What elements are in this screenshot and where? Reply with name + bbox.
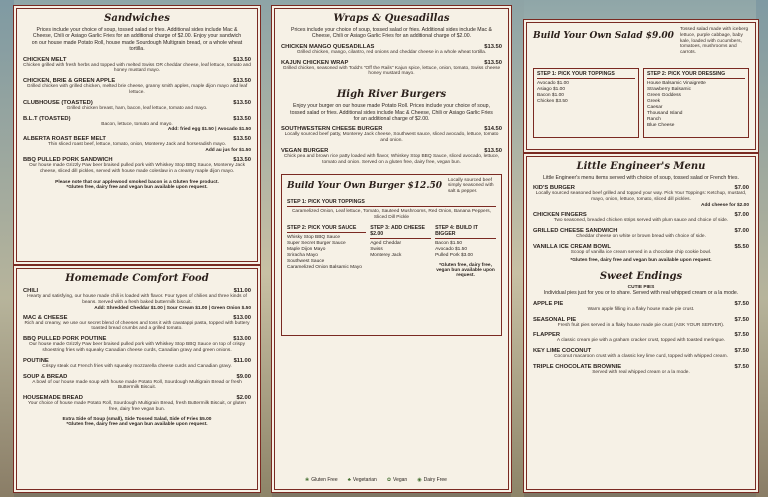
legend-item — [305, 477, 338, 483]
wrap-item — [281, 60, 502, 78]
kids-item-addon: Add cheese for $2.00 — [701, 203, 749, 208]
sandwich-item — [23, 100, 251, 112]
kids-item-desc: Locally sourced seasoned beef grilled and topped your way. Pick Your Toppings: Ketchup, mustard, mayo, onion, lettuce, tomato, sliced dill pickles. — [535, 191, 747, 203]
mountain-background-left — [0, 0, 14, 497]
comfort-item-price: $9.00 — [236, 373, 251, 380]
kids-item-price: $7.00 — [734, 185, 749, 192]
kids-bun-note: *Gluten free, dairy free and vegan bun available upon request. — [570, 258, 712, 264]
kids-item-name: VANILLA ICE CREAM BOWL — [533, 243, 611, 250]
kids-title: Little Engineer's Menu — [576, 161, 706, 172]
salad-topping-option: Bacon $1.00 — [537, 92, 564, 98]
sweet-item-price: $7.50 — [734, 300, 749, 307]
vegan-icon: ✿ — [386, 477, 392, 483]
sandwich-item — [23, 78, 251, 96]
sweet-item-desc: A classic cream pie with a graham cracker crust, topped with toasted meringue. — [556, 338, 726, 344]
salad-topping-option: Chicken $3.50 — [537, 98, 568, 104]
burger-bun-note: *Gluten free, dairy free, vegan bun available upon request. — [436, 262, 495, 278]
byo-burger-desc: Locally sourced beef simply seasoned with salt & pepper. — [447, 177, 494, 195]
wrap-item-name: KAJUN CHICKEN WRAP — [281, 59, 349, 66]
comfort-panel — [16, 268, 258, 490]
comfort-item-price: $2.00 — [236, 395, 251, 402]
comfort-item — [23, 395, 251, 413]
comfort-item-price: $13.00 — [233, 314, 251, 321]
kids-item — [533, 212, 749, 224]
sweet-item-desc: Coconut macaroon crust with a classic key lime curd, topped with whipped cream. — [554, 354, 728, 360]
burger-item — [281, 148, 502, 166]
burger-step1-list: Caramelized Onion, Leaf lettuce, Tomato, Sauteed Mushrooms, Red Onion, Banana Peppers, Sliced Dill Pickle — [291, 209, 492, 220]
comfort-item-name: BBQ PULLED PORK POUTINE — [23, 336, 107, 343]
burger-item-desc: Locally sourced beef patty, Monterey Jack cheese, Southwest sauce, sliced avocado, lettuce, tomato and onion. — [284, 132, 499, 144]
kids-item-name: CHICKEN FINGERS — [533, 212, 587, 218]
burger-step1-heading: STEP 1: PICK YOUR TOPPINGS — [287, 199, 496, 207]
salad-dressing-option: Thousand Island — [647, 110, 683, 116]
sandwich-item-desc: Thin sliced roast beef, lettuce, tomato, onion, Monterey Jack and horseradish mayo. — [47, 142, 227, 148]
comfort-item — [23, 336, 251, 354]
burger-item-price: $13.50 — [484, 148, 502, 155]
burger-sauce-option: Maple Dijon Mayo — [287, 246, 326, 252]
burger-sauce-option: Caramelized Onion Balsamic Mayo — [287, 264, 362, 270]
bacon-note: Please note that our applewood smoked bacon is a Gluten free product. — [55, 179, 219, 185]
wrap-item-desc: Grilled chicken, seasoned with Todd's "Off the Rails" Kajun spice, lettuce, onion, tomato, Swiss cheese honey mustard mayo. — [282, 65, 501, 77]
sandwich-item-price: $13.50 — [233, 136, 251, 143]
salad-step1-heading: STEP 1: PICK YOUR TOPPINGS — [537, 71, 635, 79]
sweet-item-price: $7.50 — [734, 363, 749, 370]
legend-label: Dairy Free — [423, 477, 447, 483]
burger-addon-option: Avocado $1.50 — [435, 246, 468, 252]
sweet-item-name: TRIPLE CHOCOLATE BROWNIE — [533, 363, 622, 370]
sandwiches-intro: Prices include your choice of soup, tossed salad or fries. Additional sides include Mac & Cheese, Chili or Asiago Garlic Fries for an additional charge of $2.00. Enjoy your sandwich on our house made Potato Roll, house made Sourdough Multigrain bread, or a whole wheat tortilla. — [31, 27, 243, 53]
burger-sauce-option: Sriracha Mayo — [287, 252, 318, 258]
comfort-item-name: CHILI — [23, 288, 39, 294]
sweets-title: Sweet Endings — [599, 271, 683, 283]
sweet-item — [533, 301, 749, 313]
sweet-item-name: FLAPPER — [533, 332, 561, 339]
sandwich-item-price: $13.50 — [233, 78, 251, 85]
salad-dressing-option: Greek — [647, 98, 661, 104]
sweet-item-desc: Served with real whipped cream or a la mode. — [592, 369, 690, 375]
sandwich-item-price: $13.50 — [233, 157, 251, 164]
wrap-item — [281, 44, 502, 56]
salad-desc: Tossed salad made with iceberg lettuce, purple cabbage, baby kale, loaded with cucumbers, tomatoes, mushrooms and carrots. — [679, 27, 749, 56]
sandwich-item-desc: Grilled chicken with grilled chicken, melted brie cheese, granny smith apples, maple dijon mayo and leaf lettuce. — [26, 84, 248, 96]
sweet-item — [533, 348, 749, 360]
burger-addon-option: Bacon $1.50 — [435, 240, 463, 246]
kids-intro: Little Engineer's menu items served with choice of soup, tossed salad or French fries. — [543, 175, 739, 181]
sandwich-item-name: CHICKEN, BRIE & GREEN APPLE — [23, 78, 116, 85]
comfort-item-name: SOUP & BREAD — [23, 373, 68, 380]
salad-dressing-option: Strawberry Balsamic — [647, 86, 691, 92]
sandwich-item-name: B.L.T (TOASTED) — [23, 115, 71, 122]
burger-step2-heading: STEP 2: PICK YOUR SAUCE — [287, 225, 366, 233]
wraps-intro: Prices include your choice of soup, tossed salad or fries. Additional sides include Mac & Cheese, Chili or Asiago Garlic Fries for an additional charge of $2.00. — [291, 27, 492, 40]
sandwich-item-name: CLUBHOUSE (TOASTED) — [23, 99, 93, 106]
comfort-item-name: MAC & CHEESE — [23, 314, 68, 321]
sandwich-item-name: CHICKEN MELT — [23, 56, 67, 63]
salad-dressing-option: Blue Cheese — [647, 122, 675, 128]
sandwich-item — [23, 157, 251, 175]
bun-note: *Gluten free, dairy free and vegan bun available upon request. — [66, 184, 208, 190]
legend-item — [417, 477, 447, 483]
sandwich-item-addon: Add: fried egg $1.50 | Avocado $1.50 — [167, 127, 251, 133]
comfort-item-desc: Your choice of house made Potato Roll, Sourdough Multigrain Bread, fresh Buttermilk Biscuit, or gluten free, dairy free vegan bun. — [28, 401, 246, 412]
kids-item-price: $7.00 — [734, 227, 749, 234]
sweet-item-name: APPLE PIE — [533, 300, 564, 307]
salad-dressing-option: Green Goddess — [647, 92, 681, 98]
comfort-title: Homemade Comfort Food — [65, 273, 209, 284]
sweet-item — [533, 364, 749, 376]
kids-item-name: KID'S BURGER — [533, 185, 575, 192]
sandwich-item-desc: Chicken grilled with fresh herbs and topped with melted Swiss OR cheddar cheese, leaf lettuce, tomato and honey mustard mayo. — [23, 62, 251, 74]
legend-item — [387, 477, 407, 483]
diet-legend — [305, 477, 447, 483]
sweet-item-price: $7.50 — [734, 332, 749, 339]
comfort-item-name: HOUSEMADE BREAD — [23, 395, 83, 402]
mountain-background-mid — [260, 0, 272, 497]
sandwich-item-addon: Add au jus for $1.50 — [205, 148, 251, 154]
wrap-item-price: $13.50 — [484, 43, 502, 50]
comfort-item-desc: Crispy steak cut French fries with squeaky mozzarella cheese curds and Canadian gravy. — [42, 363, 232, 369]
comfort-bun-note: *Gluten free, dairy free and vegan bun available upon request. — [66, 421, 208, 427]
sweets-intro: Individual pies just for you or to share. Served with real whipped cream or a la mode. — [543, 290, 739, 297]
kids-item-price: $7.00 — [734, 212, 749, 218]
comfort-item-price: $13.00 — [233, 336, 251, 343]
comfort-item — [23, 358, 251, 370]
sandwich-item-price: $13.50 — [233, 56, 251, 63]
sandwich-item-desc: Our house made Grizzly Paw beer braised pulled pork with Whiskey Stop BBQ Sauce, Monterey Jack cheese, sliced dill pickles, served with house made coleslaw in a creamy maple dijon mayo. — [29, 163, 245, 174]
kids-item — [533, 185, 749, 208]
comfort-item — [23, 374, 251, 392]
sweet-item-desc: Warm apple filling in a flaky house made pie crust. — [587, 306, 695, 312]
comfort-item — [23, 288, 251, 311]
mountain-background-mid2 — [511, 0, 524, 497]
burger-cheese-option: Swiss — [370, 246, 383, 252]
sandwich-item — [23, 136, 251, 153]
byo-burger-title: Build Your Own Burger $12.50 — [287, 181, 442, 192]
wrap-item-desc: Grilled chicken, mango, cilantro, red onions and cheddar cheese in a whole wheat tortilla. — [296, 49, 487, 55]
gluten-free-icon: ❀ — [305, 477, 310, 483]
comfort-item-price: $11.00 — [233, 288, 251, 294]
comfort-item-desc: Our house made Grizzly Paw beer braised pulled pork with Whiskey Stop BBQ Sauce on top of crispy shoestring fries with squeaky Canadian cheese curds, Canadian gravy and green onions. — [29, 342, 245, 353]
kids-item — [533, 228, 749, 240]
burger-item-desc: Chick pea and brown rice patty loaded with flavor, Whiskey Stop BBQ Sauce, sliced avocado, lettuce, tomato and onion. Served on a gluten free, dairy free, vegan bun. — [283, 154, 500, 165]
sandwich-item — [23, 116, 251, 133]
legend-label: Vegetarian — [352, 477, 377, 483]
salad-topping-option: Avocado $1.00 — [537, 80, 569, 86]
byo-burger-box — [281, 174, 502, 336]
kids-item-desc: Scoop of vanilla ice cream served in a chocolate chip cookie bowl. — [570, 249, 712, 255]
burger-item-price: $14.50 — [484, 126, 502, 133]
sweet-item-name: KEY LIME COCONUT — [533, 348, 592, 355]
sandwich-item-price: $13.50 — [233, 115, 251, 122]
comfort-item-name: POUTINE — [23, 357, 49, 364]
right-lower-panel — [526, 156, 756, 490]
extra-side-note: Extra Side of Soup (small), Side Tossed Salad, Side of Fries $5.00 — [62, 416, 212, 422]
sweet-item-price: $7.50 — [734, 348, 749, 355]
kids-item-price: $5.50 — [734, 243, 749, 250]
sweet-item-name: SEASONAL PIE — [533, 316, 577, 323]
middle-panel — [274, 8, 509, 490]
burger-sauce-option: Southwest Sauce — [287, 258, 325, 264]
salad-topping-option: Asiago $1.00 — [537, 86, 566, 92]
kids-item-desc: Cheddar cheese on white or brown bread with choice of side. — [576, 233, 706, 239]
burgers-intro: Enjoy your burger on our house made Potato Roll. Prices include your choice of soup, tossed salad or fries. Additional sides include Mac & Cheese, Chili or Asiago Garlic Fries for an additional charge of $2.00. — [290, 103, 493, 123]
legend-label: Vegan — [393, 477, 408, 483]
wraps-title: Wraps & Quesadillas — [333, 13, 450, 24]
kids-item — [533, 244, 749, 256]
sweet-item — [533, 317, 749, 329]
sandwiches-title: Sandwiches — [104, 13, 170, 24]
comfort-item-price: $11.00 — [233, 357, 251, 364]
burger-step4-heading: STEP 4: BUILD IT BIGGER — [435, 225, 496, 239]
comfort-item — [23, 315, 251, 333]
burger-item — [281, 126, 502, 144]
burger-sauce-option: Super Secret Burger Sauce — [287, 240, 346, 246]
salad-panel — [526, 22, 756, 150]
salad-step2-heading: STEP 2: PICK YOUR DRESSING — [647, 71, 745, 79]
sandwich-item-desc: Grilled chicken breast, ham, bacon, leaf lettuce, tomato and mayo. — [66, 105, 208, 111]
salad-title: Build Your Own Salad $9.00 — [533, 31, 674, 41]
salad-dressing-option: Ranch — [647, 116, 661, 122]
kids-item-desc: Two seasoned, breaded chicken strips served with plum sauce and choice of side. — [553, 218, 729, 223]
sandwiches-panel — [16, 8, 258, 262]
vegetarian-icon: ♣ — [347, 477, 351, 483]
burger-item-name: SOUTHWESTERN CHEESE BURGER — [281, 126, 383, 133]
sweet-item-desc: Fresh fruit pies served in a flaky house made pie crust (ASK YOUR SERVER). — [557, 322, 725, 328]
comfort-item-addon: Add: Shredded Cheddar $1.00 | Sour Cream $1.00 | Green Onion $.50 — [94, 305, 251, 311]
salad-dressing-option: Caesar — [647, 104, 663, 110]
wrap-item-name: CHICKEN MANGO QUESADILLAS — [281, 43, 375, 50]
sandwich-item-name: ALBERTA ROAST BEEF MELT — [23, 136, 106, 143]
sandwich-item-name: BBQ PULLED PORK SANDWICH — [23, 157, 113, 164]
kids-item-name: GRILLED CHEESE SANDWICH — [533, 227, 618, 234]
sweet-item-price: $7.50 — [734, 316, 749, 323]
burger-cheese-option: Monterey Jack — [370, 252, 402, 258]
wrap-item-price: $13.50 — [484, 59, 502, 66]
comfort-item-desc: A bowl of our house made soup with house made Potato Roll, Sourdough Multigrain Bread or fresh Buttermilk Biscuit. — [32, 379, 242, 391]
mountain-background-right — [756, 0, 768, 497]
legend-item — [348, 477, 377, 483]
sandwich-item — [23, 57, 251, 75]
dairy-free-icon: ◉ — [417, 477, 422, 483]
comfort-item-desc: Hearty and satisfying, our house made chili is loaded with flavor. Four types of chilies and three kinds of beans. Served with a fresh baked buttermilk biscuit. — [27, 294, 247, 305]
legend-label: Gluten Free — [311, 477, 338, 483]
comfort-item-desc: Rich and creamy, we use our secret blend of cheeses and toss it with cavatappi pasta, topped with buttery toasted bread crumbs and a grilled tomato. — [24, 320, 250, 332]
sandwich-item-desc: Bacon, lettuce, tomato and mayo. — [101, 121, 173, 127]
burger-item-name: VEGAN BURGER — [281, 148, 329, 155]
burger-sauce-option: Whisky Stop BBQ Sauce — [287, 234, 341, 240]
burger-addon-option: Pulled Pork $3.00 — [435, 252, 473, 258]
burgers-title: High River Burgers — [336, 89, 447, 101]
salad-dressing-option: House Balsamic Vinaigrette — [647, 80, 706, 86]
burger-step3-heading: STEP 3: ADD CHEESE $2.00 — [370, 225, 431, 239]
sweet-item — [533, 332, 749, 344]
cutie-pies-subtitle: CUTIE PIES — [627, 285, 655, 291]
sandwich-item-price: $13.50 — [233, 99, 251, 106]
burger-cheese-option: Aged Cheddar — [370, 240, 402, 246]
